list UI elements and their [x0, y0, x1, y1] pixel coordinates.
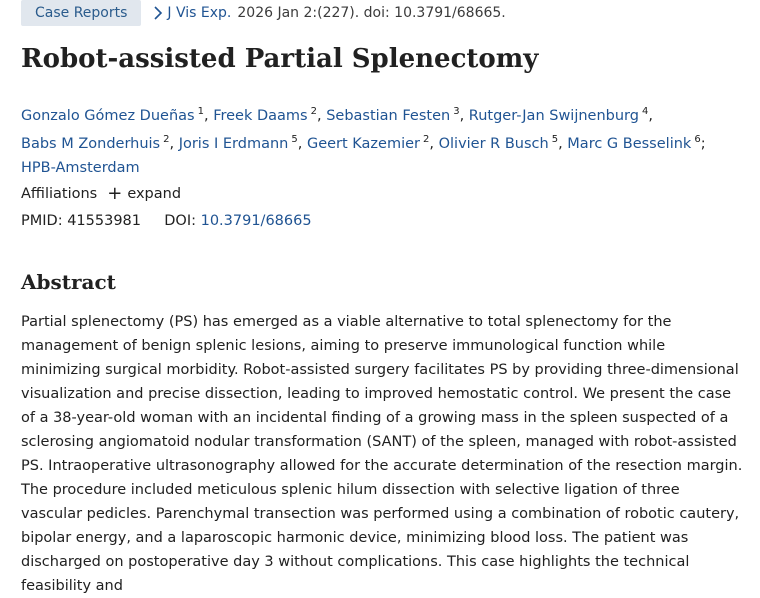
author-link[interactable]: Freek Daams [213, 107, 308, 124]
abstract-heading: Abstract [21, 270, 116, 294]
affiliations-row [21, 183, 182, 204]
chevron-right-icon [153, 6, 163, 20]
affiliation-number[interactable]: 2 [423, 133, 430, 145]
pmid-label: PMID: [21, 213, 63, 229]
doi-link[interactable]: 10.3791/68665 [200, 213, 312, 229]
author-link[interactable]: Sebastian Festen [326, 107, 451, 124]
affiliation-number[interactable]: 6 [694, 133, 701, 145]
affiliations-label: Affiliations [21, 186, 98, 202]
expand-label: expand [127, 186, 182, 202]
citation-details: 2026 Jan 2:(227). doi: 10.3791/68665. [237, 5, 506, 21]
page-title: Robot-assisted Partial Splenectomy [21, 44, 539, 74]
affiliation-number[interactable]: 5 [551, 133, 559, 145]
affiliation-number[interactable]: 2 [163, 133, 170, 145]
affiliation-number[interactable]: 1 [197, 106, 204, 117]
author-link[interactable]: Rutger-Jan Swijnenburg [468, 107, 639, 124]
author-link[interactable]: Gonzalo Gómez Dueñas [21, 107, 195, 124]
doi-label: DOI: [164, 213, 196, 229]
author-link[interactable]: Babs M Zonderhuis [21, 135, 161, 152]
plus-icon: + [107, 183, 123, 204]
article-identifiers [21, 213, 312, 229]
pmid-value: 41553981 [67, 213, 142, 229]
journal-citation [153, 5, 505, 21]
author-link[interactable]: Geert Kazemier [306, 135, 420, 152]
journal-link[interactable]: J Vis Exp. [167, 5, 232, 21]
affiliation-number[interactable]: 2 [310, 106, 317, 117]
author-link[interactable]: Marc G Besselink [567, 135, 692, 152]
affiliation-number[interactable]: 4 [641, 106, 649, 117]
affiliation-number[interactable]: 5 [291, 133, 298, 145]
expand-affiliations-button[interactable] [107, 183, 182, 204]
publication-type-badge[interactable]: Case Reports [21, 0, 141, 26]
affiliation-number[interactable]: 3 [453, 106, 460, 117]
author-group-link[interactable]: HPB-Amsterdam [21, 159, 140, 176]
citation-row [21, 0, 506, 26]
author-link[interactable]: Joris I Erdmann [178, 135, 289, 152]
author-link[interactable]: Olivier R Busch [438, 135, 549, 152]
abstract-text: Partial splenectomy (PS) has emerged as a viable alternative to total splenectomy for the management of benign splenic lesions, aiming to preserve immunological function while minimizing surgical morbidity. Robot-assisted surgery facilitates PS by providing three-dimensional visualization and precise dissection, leading to improved hemostatic control. We present the case of a 38-year-old woman with an incidental finding of a growing mass in the spleen suspected of a sclerosing angiomatoid nodular transformation (SANT) of the spleen, managed with robot-assisted PS. Intraoperative ultrasonography allowed for the accurate determination of the resection margin. The procedure included meticulous splenic hilum dissection with selective ligation of three vascular pedicles. Parenchymal transection was performed using a combination of robotic cautery, bipolar energy, and a laparoscopic harmonic device, minimizing blood loss. The patient was discharged on postoperative day 3 without complications. This case highlights the technical feasibility and [21, 314, 743, 594]
authors-list: Gonzalo Gómez Dueñas $^1$, Freek Daams $^2$, Sebastian Festen $^3$, Rutger-Jan Swijnenburg $^4$, Babs M Zonderhuis $^2$, Joris I Erdmann $^5$, Geert Kazemier $^2$, Olivier R Busch $^5$, Marc G Besselink $^6$; HPB-Amsterdam [21, 106, 706, 176]
